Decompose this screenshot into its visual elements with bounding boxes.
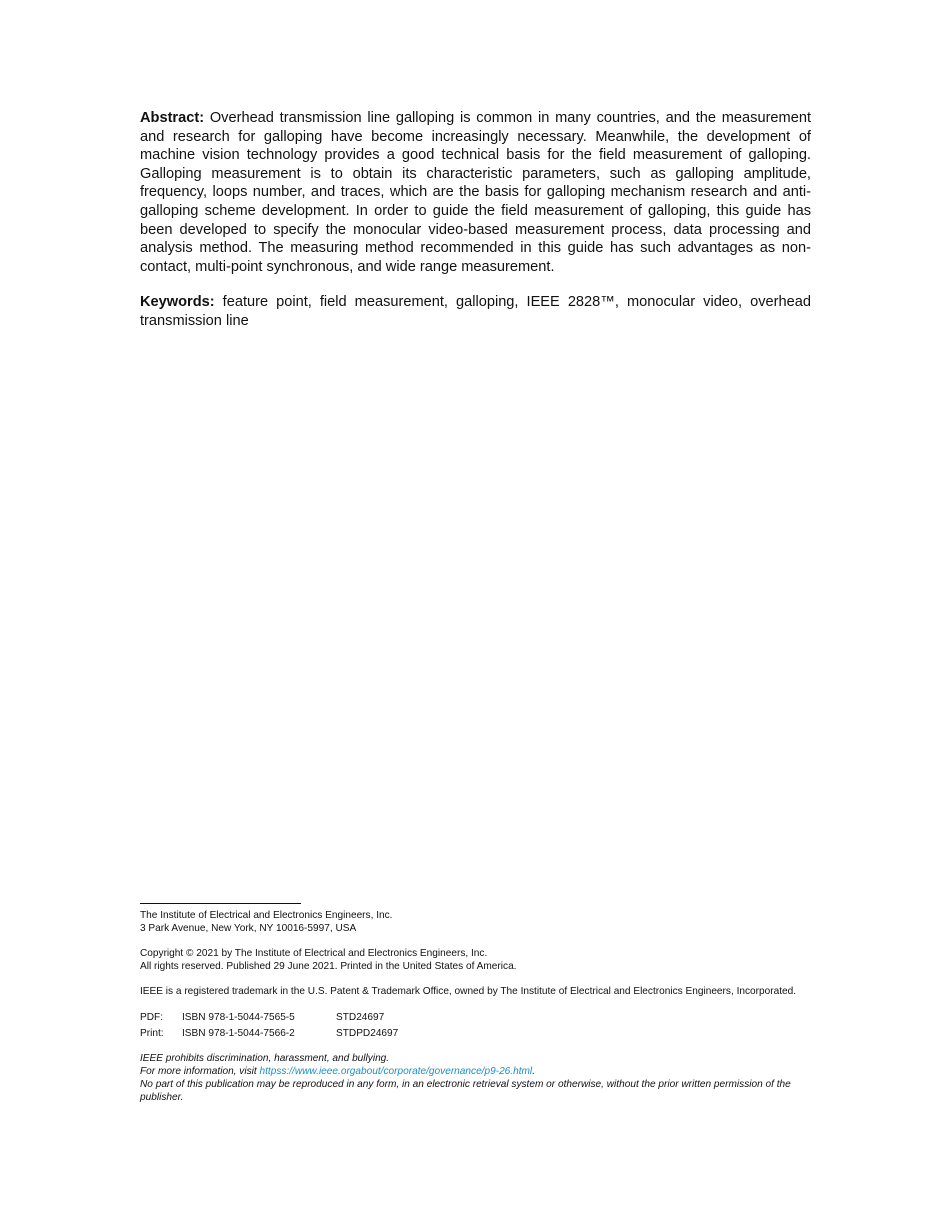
- copyright-block: [140, 947, 811, 973]
- isbn-row-print: [140, 1026, 811, 1042]
- publication-footer: [140, 903, 811, 1116]
- abstract-text: Overhead transmission line galloping is common in many countries, and the measurement and research for galloping have become increasingly necessary. Meanwhile, the development of machine vision technology provides a good technical basis for the field measurement of galloping. Galloping measurement is to obtain its characteristic parameters, such as galloping amplitude, frequency, loops number, and traces, which are the basis for galloping mechanism research and anti-galloping scheme development. In order to guide the field measurement of galloping, this guide has been developed to specify the monocular video-based measurement process, data processing and analysis method. The measuring method recommended in this guide has such advantages as non-contact, multi-point synchronous, and wide range measurement.: [140, 110, 811, 275]
- isbn-number: ISBN 978-1-5044-7566-2: [182, 1028, 295, 1039]
- keywords-text: feature point, field measurement, galloping, IEEE 2828™, monocular video, overhead transmission line: [140, 294, 811, 329]
- isbn-row-pdf: [140, 1010, 811, 1026]
- isbn-block: [140, 1010, 811, 1042]
- policy-info-prefix: For more information, visit: [140, 1066, 260, 1077]
- policy-link[interactable]: httpss://www.ieee.orgabout/corporate/governance/p9-26.html: [259, 1066, 533, 1077]
- trademark-text: IEEE is a registered trademark in the U.S. Patent & Trademark Office, owned by The Institute of Electrical and Electronics Engineers, Incorporated.: [140, 986, 797, 997]
- policy-statement: IEEE prohibits discrimination, harassment, and bullying.: [140, 1053, 390, 1064]
- document-body: [140, 109, 811, 331]
- institute-address: 3 Park Avenue, New York, NY 10016-5997, USA: [140, 923, 357, 934]
- keywords-paragraph: [140, 293, 811, 330]
- isbn-format-label: Print:: [140, 1028, 164, 1039]
- copyright-line: Copyright © 2021 by The Institute of Electrical and Electronics Engineers, Inc.: [140, 948, 488, 959]
- reproduction-notice: No part of this publication may be reproduced in any form, in an electronic retrieval system or otherwise, without the prior written permission of the publisher.: [140, 1079, 791, 1103]
- abstract-label: Abstract:: [140, 110, 205, 126]
- isbn-stock-code: STDPD24697: [336, 1028, 399, 1039]
- footer-divider: [140, 903, 301, 904]
- abstract-paragraph: [140, 109, 811, 276]
- institute-block: [140, 909, 811, 935]
- isbn-format-label: PDF:: [140, 1012, 163, 1023]
- trademark-block: [140, 985, 811, 998]
- policy-block: [140, 1052, 811, 1104]
- isbn-number: ISBN 978-1-5044-7565-5: [182, 1012, 295, 1023]
- policy-info-line: [140, 1065, 811, 1078]
- institute-name: The Institute of Electrical and Electronics Engineers, Inc.: [140, 910, 393, 921]
- rights-line: All rights reserved. Published 29 June 2021. Printed in the United States of America.: [140, 961, 517, 972]
- policy-info-suffix: .: [532, 1066, 535, 1077]
- keywords-label: Keywords:: [140, 294, 215, 311]
- isbn-stock-code: STD24697: [336, 1012, 385, 1023]
